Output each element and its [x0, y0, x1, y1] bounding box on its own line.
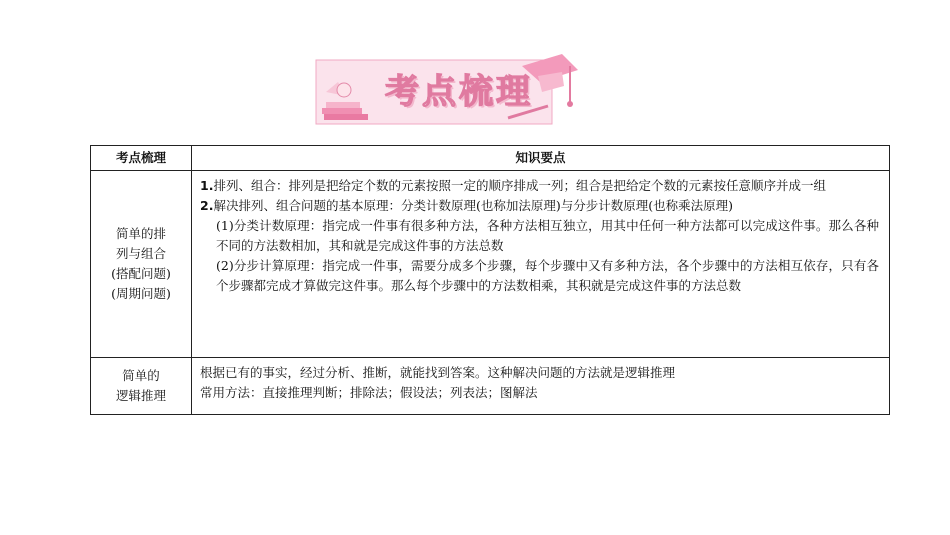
knowledge-table [90, 145, 890, 415]
topic-line: (搭配问题) [111, 266, 171, 281]
content-line: 根据已有的事实，经过分析、推断，就能找到答案。这种解决问题的方法就是逻辑推理 [200, 365, 676, 380]
sub-item: (2)分步计算原理：指完成一件事，需要分成多个步骤，每个步骤中又有多种方法，各个步骤中的方法相互依存，只有各个步骤都完成才算做完这件事。那么每个步骤中的方法数相乘，其积就是完成这件事的方法总数 [216, 258, 879, 293]
table-header-row [91, 146, 890, 171]
list-item [200, 176, 879, 196]
table-row [91, 171, 890, 358]
topic-line: 列与组合 [115, 246, 166, 261]
table-row [91, 358, 890, 415]
list-item [200, 196, 879, 216]
header-topic: 考点梳理 [91, 146, 192, 171]
content-line: 常用方法：直接推理判断；排除法；假设法；列表法；图解法 [200, 385, 538, 400]
header-knowledge-points: 知识要点 [192, 146, 890, 171]
banner-title: 考点梳理 [385, 72, 533, 112]
item-text: 解决排列、组合问题的基本原理：分类计数原理(也称加法原理)与分步计数原理(也称乘法原理) [213, 198, 733, 213]
item-number: 1. [200, 178, 214, 193]
item-text: 排列、组合：排列是把给定个数的元素按照一定的顺序排成一列；组合是把给定个数的元素按任意顺序并成一组 [213, 178, 826, 193]
topic-line: 逻辑推理 [115, 388, 166, 403]
book-icon [322, 108, 362, 114]
topic-line: (周期问题) [111, 286, 171, 301]
sub-item: (1)分类计数原理：指完成一件事有很多种方法，各种方法相互独立，用其中任何一种方法都可以完成这件事。那么各种不同的方法数相加，其和就是完成这件事的方法总数 [216, 218, 879, 253]
section-banner [312, 52, 580, 130]
content-cell [192, 171, 890, 358]
content-cell [192, 358, 890, 415]
topic-line: 简单的 [122, 368, 160, 383]
topic-cell [91, 171, 192, 358]
topic-cell [91, 358, 192, 415]
topic-line: 简单的排 [115, 226, 166, 241]
item-number: 2. [200, 198, 214, 213]
